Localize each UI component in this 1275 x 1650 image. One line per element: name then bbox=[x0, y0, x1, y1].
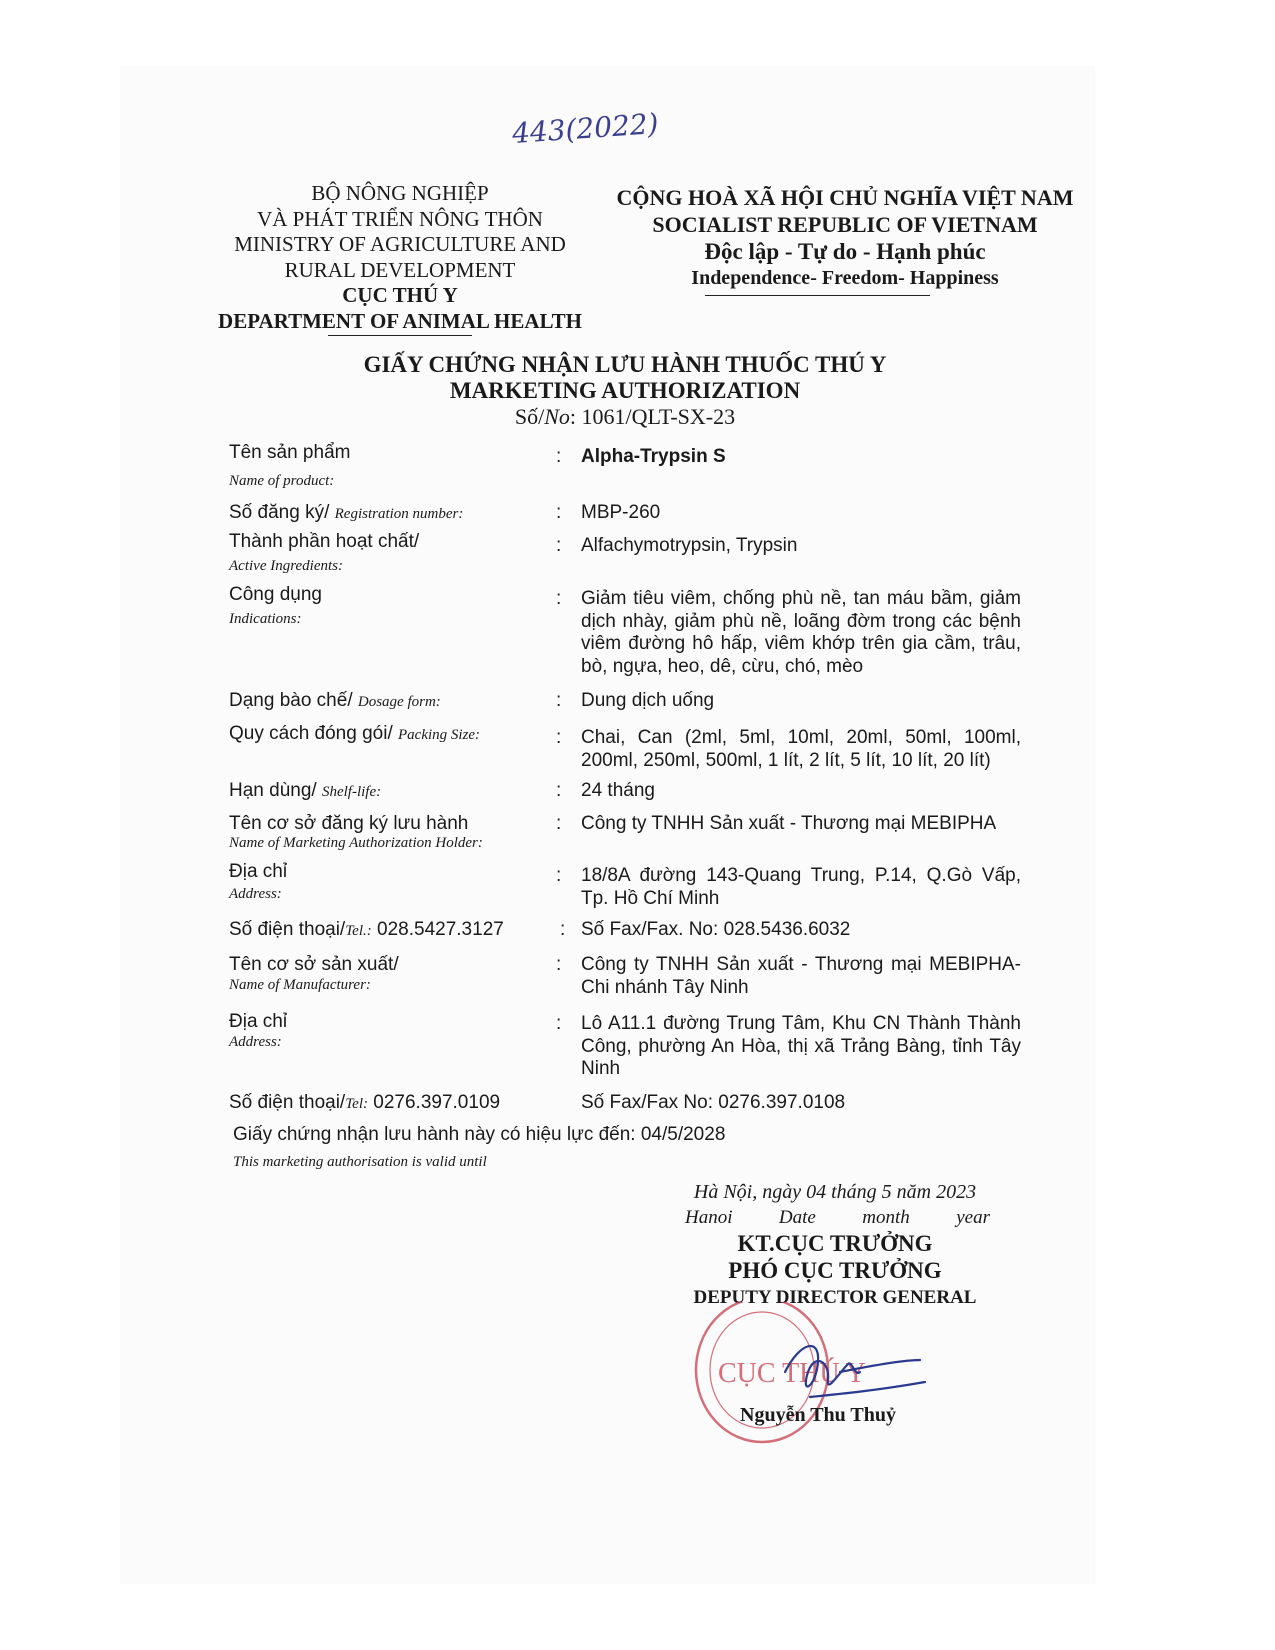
colon: : bbox=[560, 919, 566, 940]
label-manufacturer-address-en: Address: bbox=[229, 1034, 282, 1050]
value-product: Alpha-Trypsin S bbox=[581, 446, 726, 467]
label-shelf-life-en: Shelf-life: bbox=[321, 784, 382, 800]
label-registration: Số đăng ký/ bbox=[229, 502, 335, 523]
issuer-line-1: BỘ NÔNG NGHIỆP bbox=[311, 181, 489, 205]
validity-statement: Giấy chứng nhận lưu hành này có hiệu lực đến: 04/5/2028 bbox=[233, 1124, 726, 1145]
issuer-line-2: VÀ PHÁT TRIỂN NÔNG THÔN bbox=[257, 206, 543, 231]
title-en: MARKETING AUTHORIZATION bbox=[449, 378, 801, 403]
date-en-month: month bbox=[862, 1207, 910, 1228]
label-manufacturer-tel-en: Tel: bbox=[345, 1096, 368, 1112]
label-packing-en: Packing Size: bbox=[398, 727, 481, 743]
official-stamp-and-signature bbox=[690, 1302, 950, 1452]
label-dosage: Dạng bào chế/ bbox=[229, 690, 358, 711]
number-separator: : bbox=[569, 404, 582, 429]
label-registration-en: Registration number: bbox=[334, 506, 464, 522]
value-indications: Giảm tiêu viêm, chống phù nề, tan máu bầm, giảm dịch nhày, giảm phù nề, loãng đờm trong các bệnh viêm đường hô hấp, viêm khớp trên gia cầm, trâu, bò, ngựa, heo, dê, cừu, chó, mèo bbox=[581, 588, 1021, 677]
label-product: Tên sản phẩm bbox=[229, 442, 351, 463]
label-holder-address-en: Address: bbox=[229, 886, 282, 902]
issuer-header bbox=[205, 181, 595, 334]
document-title bbox=[300, 352, 950, 404]
issuer-line-4: RURAL DEVELOPMENT bbox=[284, 257, 516, 282]
colon: : bbox=[556, 1013, 562, 1034]
motto-underline bbox=[705, 295, 930, 296]
value-manufacturer-fax: 0276.397.0108 bbox=[713, 1092, 846, 1113]
issuer-department: DEPARTMENT OF ANIMAL HEALTH bbox=[218, 308, 582, 333]
signatory-title bbox=[660, 1230, 1010, 1311]
value-holder-tel: 028.5427.3127 bbox=[371, 919, 504, 940]
document-number bbox=[300, 404, 950, 430]
issuer-line-5: CỤC THÚ Y bbox=[342, 283, 458, 307]
colon: : bbox=[556, 588, 562, 609]
colon: : bbox=[556, 502, 562, 523]
label-product-en: Name of product: bbox=[229, 473, 335, 489]
validity-statement-en: This marketing authorisation is valid until bbox=[233, 1154, 487, 1170]
colon: : bbox=[556, 865, 562, 886]
national-line-2: SOCIALIST REPUBLIC OF VIETNAM bbox=[652, 212, 1038, 237]
national-line-3: Độc lập - Tự do - Hạnh phúc bbox=[704, 239, 986, 264]
value-dosage: Dung dịch uống bbox=[581, 690, 715, 711]
date-en-place: Hanoi bbox=[685, 1207, 733, 1228]
label-manufacturer: Tên cơ sở sản xuất/ bbox=[229, 954, 399, 975]
colon: : bbox=[556, 954, 562, 975]
label-packing: Quy cách đóng gói/ bbox=[229, 723, 398, 744]
label-manufacturer-fax: Số Fax/ bbox=[581, 1092, 647, 1113]
label-manufacturer-fax-en: Fax No: bbox=[646, 1092, 714, 1113]
colon: : bbox=[556, 780, 562, 801]
issuer-line-3: MINISTRY OF AGRICULTURE AND bbox=[234, 232, 566, 256]
header-underline bbox=[328, 335, 472, 336]
value-manufacturer-tel: 0276.397.0109 bbox=[368, 1092, 501, 1113]
label-indications: Công dụng bbox=[229, 584, 322, 605]
colon: : bbox=[556, 535, 562, 556]
colon: : bbox=[556, 446, 562, 467]
number-label: No bbox=[544, 404, 570, 429]
value-holder-address: 18/8A đường 143-Quang Trung, P.14, Q.Gò Vấp, Tp. Hồ Chí Minh bbox=[581, 865, 1021, 909]
signatory-title-1: KT.CỤC TRƯỞNG bbox=[737, 1231, 933, 1256]
label-indications-en: Indications: bbox=[229, 611, 302, 627]
label-holder-fax-en: Fax. No: bbox=[646, 919, 719, 940]
colon: : bbox=[556, 727, 562, 748]
label-holder-tel: Số điện thoại/ bbox=[229, 919, 346, 940]
title-vi: GIẤY CHỨNG NHẬN LƯU HÀNH THUỐC THÚ Y bbox=[363, 352, 887, 377]
date-en-date: Date bbox=[778, 1207, 816, 1228]
value-ingredients: Alfachymotrypsin, Trypsin bbox=[581, 535, 798, 556]
value-manufacturer: Công ty TNHH Sản xuất - Thương mại MEBIPHA- Chi nhánh Tây Ninh bbox=[581, 954, 1021, 998]
number-prefix: Số/ bbox=[514, 404, 545, 429]
signing-date bbox=[660, 1180, 1010, 1230]
label-ingredients: Thành phần hoạt chất/ bbox=[229, 531, 420, 552]
label-holder-en: Name of Marketing Authorization Holder: bbox=[229, 835, 483, 851]
signatory-title-3: DEPUTY DIRECTOR GENERAL bbox=[693, 1287, 977, 1308]
date-en-year: year bbox=[956, 1207, 990, 1228]
value-holder: Công ty TNHH Sản xuất - Thương mại MEBIPHA bbox=[581, 813, 997, 834]
handwritten-annotation: 443(2022) bbox=[511, 106, 660, 151]
national-header bbox=[595, 184, 1095, 292]
label-holder-address: Địa chỉ bbox=[229, 861, 288, 882]
label-manufacturer-en: Name of Manufacturer: bbox=[229, 977, 371, 993]
value-manufacturer-address: Lô A11.1 đường Trung Tâm, Khu CN Thành Thành Công, phường An Hòa, thị xã Trảng Bàng, tỉnh Tây Ninh bbox=[581, 1013, 1021, 1079]
issuer-line-6 bbox=[205, 309, 595, 335]
value-packing: Chai, Can (2ml, 5ml, 10ml, 20ml, 50ml, 100ml, 200ml, 250ml, 500ml, 1 lít, 2 lít, 5 lít, 10 lít, 20 lít) bbox=[581, 727, 1021, 771]
label-holder-fax: Số Fax/ bbox=[581, 919, 647, 940]
signer-name: Nguyễn Thu Thuỷ bbox=[740, 1404, 897, 1426]
national-line-4: Independence- Freedom- Happiness bbox=[691, 267, 999, 289]
label-ingredients-en: Active Ingredients: bbox=[229, 558, 343, 574]
value-registration: MBP-260 bbox=[581, 502, 661, 523]
label-holder-tel-en: Tel.: bbox=[345, 923, 372, 939]
signatory-title-2: PHÓ CỤC TRƯỞNG bbox=[728, 1258, 942, 1283]
number-value: 1061/QLT-SX-23 bbox=[581, 404, 736, 429]
national-line-1: CỘNG HOÀ XÃ HỘI CHỦ NGHĨA VIỆT NAM bbox=[616, 185, 1074, 210]
label-holder: Tên cơ sở đăng ký lưu hành bbox=[229, 813, 469, 834]
value-shelf-life: 24 tháng bbox=[581, 780, 655, 801]
label-manufacturer-address: Địa chỉ bbox=[229, 1011, 288, 1032]
signing-date-vi: Hà Nội, ngày 04 tháng 5 năm 2023 bbox=[693, 1181, 977, 1203]
colon: : bbox=[556, 813, 562, 834]
colon: : bbox=[556, 690, 562, 711]
value-holder-fax: 028.5436.6032 bbox=[718, 919, 851, 940]
stamp-text: CỤC THÚ Y bbox=[718, 1358, 866, 1389]
label-shelf-life: Hạn dùng/ bbox=[229, 780, 322, 801]
label-dosage-en: Dosage form: bbox=[357, 694, 441, 710]
label-manufacturer-tel: Số điện thoại/ bbox=[229, 1092, 346, 1113]
